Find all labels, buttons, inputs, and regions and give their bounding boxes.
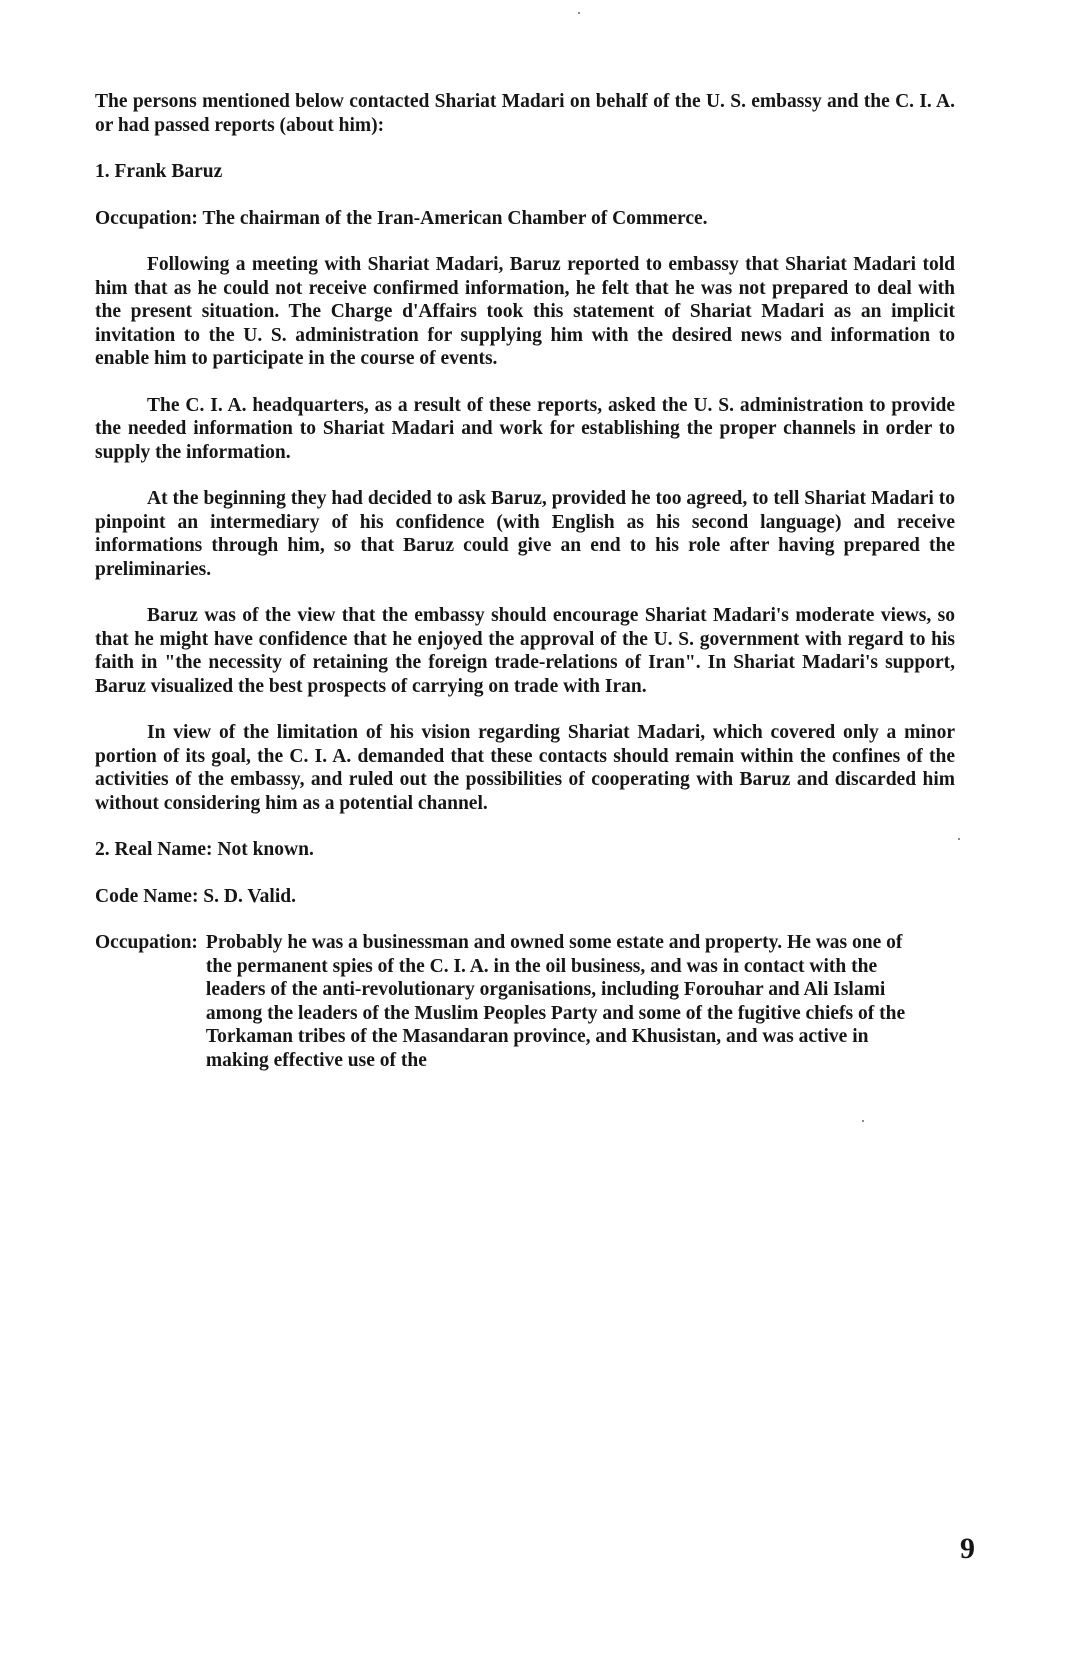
person-1-paragraph: Following a meeting with Shariat Madari, Baruz reported to embassy that Shariat Madari told him that as he could not receive confirmed information, he felt that he was not prepared to deal with the present situation. The Charge d'Affairs took this statement of Shariat Madari as an implicit invitation to the U. S. administration for supplying him with the desired news and information to enable him to participate in the course of events. [95, 254, 955, 369]
occupation-text: Probably he was a businessman and owned some estate and property. He was one of the permanent spies of the C. I. A. in the oil business, and was in contact with the leaders of the anti-revolutionary organisations, including Forouhar and Ali Islami among the leaders of the Muslim Peoples Party and some of the fugitive chiefs of the Torkaman tribes of the Masandaran province, and Khusistan, and was active in making effective use of the [205, 932, 906, 1071]
document-body [95, 90, 955, 1072]
scan-speck [958, 838, 960, 840]
person-2-code-name: Code Name: S. D. Valid. [95, 885, 296, 907]
scan-speck [578, 12, 580, 14]
person-2-occupation [95, 931, 955, 1072]
person-1-occupation: Occupation: The chairman of the Iran-American Chamber of Commerce. [95, 207, 708, 229]
person-1-paragraph: The C. I. A. headquarters, as a result of these reports, asked the U. S. administration to provide the needed information to Shariat Madari and work for establishing the proper channels in order to supply the information. [95, 394, 955, 463]
person-1-heading: 1. Frank Baruz [95, 161, 223, 182]
intro-paragraph: The persons mentioned below contacted Shariat Madari on behalf of the U. S. embassy and the C. I. A. or had passed reports (about him): [95, 91, 955, 136]
page-number: 9 [960, 1532, 975, 1565]
person-2-heading: 2. Real Name: Not known. [95, 839, 314, 860]
scan-speck [862, 1120, 864, 1122]
person-1-paragraph: In view of the limitation of his vision regarding Shariat Madari, which covered only a minor portion of its goal, the C. I. A. demanded that these contacts should remain within the confines of the activities of the embassy, and ruled out the possibilities of cooperating with Baruz and discarded him without considering him as a potential channel. [95, 722, 955, 814]
person-1-paragraph: Baruz was of the view that the embassy should encourage Shariat Madari's moderate views, so that he might have confidence that he enjoyed the approval of the U. S. government with regard to his faith in "the necessity of retaining the foreign trade-relations of Iran". In Shariat Madari's support, Baruz visualized the best prospects of carrying on trade with Iran. [95, 605, 955, 697]
person-1-paragraph: At the beginning they had decided to ask Baruz, provided he too agreed, to tell Shariat Madari to pinpoint an intermediary of his confidence (with English as his second language) and receive informations through him, so that Baruz could give an end to his role after having prepared the preliminaries. [95, 488, 955, 580]
occupation-label: Occupation: [95, 932, 198, 953]
